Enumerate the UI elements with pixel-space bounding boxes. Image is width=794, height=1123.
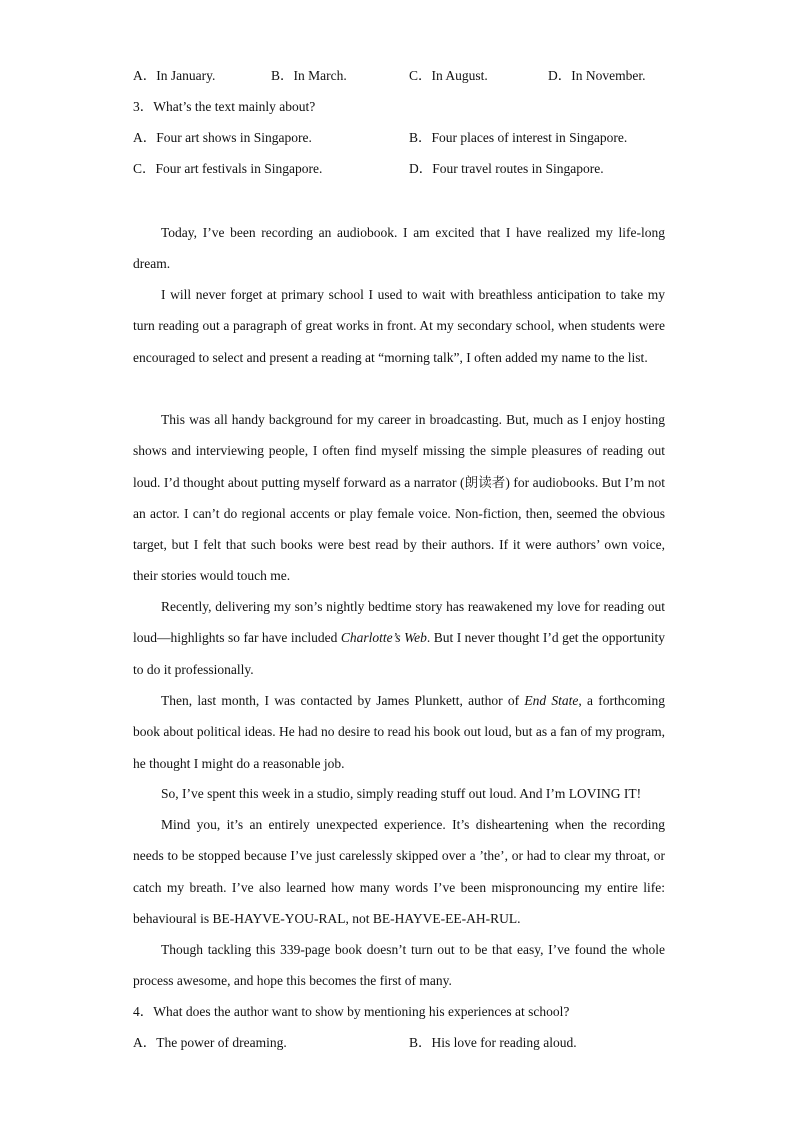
passage-paragraph-8: Though tackling this 339-page book doesn’t turn out to be that easy, I’ve found the whole process awesome, and hope this becomes the first of many. xyxy=(133,942,665,989)
q4-stem: 4．What does the author want to show by mentioning his experiences at school? xyxy=(133,1004,570,1019)
passage-paragraph-5-text-b: , a forthcoming book about political ideas. He had no desire to read his book out loud, but as a fan of my program, he thought I might do a reasonable job. xyxy=(133,693,665,771)
book-title-charlottes-web: Charlotte’s Web xyxy=(340,630,427,646)
passage-paragraph-4 xyxy=(133,591,665,685)
q3-option-c: C．Four art festivals in Singapore. xyxy=(133,161,323,176)
passage-paragraph-1: Today, I’ve been recording an audiobook. I am excited that I have realized my life-long dream. xyxy=(133,225,665,272)
q2-option-b: B．In March. xyxy=(271,68,347,83)
q3-option-a: A．Four art shows in Singapore. xyxy=(133,130,312,145)
q4-options-row1 xyxy=(133,1034,663,1052)
passage-paragraph-5 xyxy=(133,685,665,779)
q2-option-a: A．In January. xyxy=(133,68,216,83)
q3-option-b: B．Four places of interest in Singapore. xyxy=(409,130,628,145)
q3-option-d: D．Four travel routes in Singapore. xyxy=(409,161,604,176)
passage-paragraph-3: This was all handy background for my career in broadcasting. But, much as I enjoy hosting shows and interviewing people, I often find myself missing the simple pleasures of reading out loud. I’d thought about putting myself forward as a narrator (朗读者) for audiobooks. But I’m not an actor. I can’t do regional accents or play female voice. Non-fiction, then, seemed the obvious target, but I felt that such books were best read by their authors. If it were authors’ own voice, their stories would touch me. xyxy=(133,412,665,584)
q2-options xyxy=(133,67,663,85)
q4-option-a: A．The power of dreaming. xyxy=(133,1035,287,1050)
passage-paragraph-4-text-b: . But I never thought I’d get the opportunity to do it professionally. xyxy=(133,630,666,677)
passage-paragraph-6: So, I’ve spent this week in a studio, simply reading stuff out loud. And I’m LOVING IT! xyxy=(161,786,642,801)
passage-paragraph-4-text-a: Recently, delivering my son’s nightly bedtime story has reawakened my love for reading out loud—highlights so far have included xyxy=(133,599,665,646)
passage-paragraph-5-text-a: Then, last month, I was contacted by James Plunkett, author of xyxy=(161,693,525,708)
q2-option-d: D．In November. xyxy=(548,68,646,83)
book-title-end-state: End State xyxy=(524,693,579,708)
q4-option-b: B．His love for reading aloud. xyxy=(409,1035,577,1050)
passage-paragraph-7: Mind you, it’s an entirely unexpected experience. It’s disheartening when the recording needs to be stopped because I’ve just carelessly skipped over a ’the’, or had to clear my throat, or catch my breath. I’ve also learned how many words I’ve been mispronouncing my entire life: behavioural is BE-HAYVE-YOU-RAL, not BE-HAYVE-EE-AH-RUL. xyxy=(133,817,665,926)
passage-paragraph-2: I will never forget at primary school I used to wait with breathless anticipation to take my turn reading out a paragraph of great works in front. At my secondary school, when students were encouraged to select and present a reading at “morning talk”, I often added my name to the list. xyxy=(133,287,665,365)
q3-stem: 3．What’s the text mainly about? xyxy=(133,99,316,114)
q3-options-row2 xyxy=(133,160,663,178)
q2-option-c: C．In August. xyxy=(409,68,488,83)
q3-options-row1 xyxy=(133,129,663,147)
